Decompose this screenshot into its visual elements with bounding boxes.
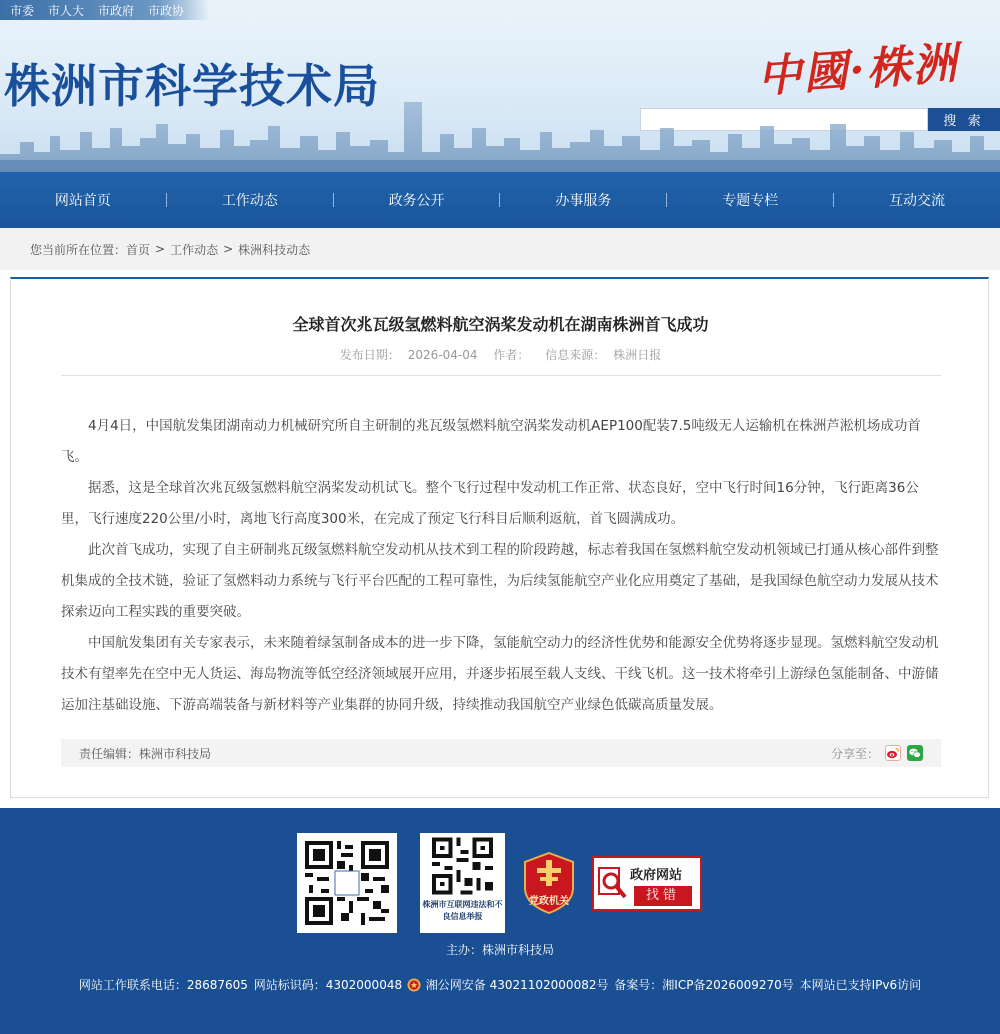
editor-label: 责任编辑： bbox=[79, 746, 140, 761]
article-meta bbox=[11, 346, 990, 363]
meta-date-value: 2026-04-04 bbox=[407, 348, 478, 362]
footer-site-id: 网站标识码：4302000048 bbox=[253, 978, 403, 992]
meta-date-label: 发布日期： bbox=[339, 348, 400, 362]
toplink-shirenda[interactable]: 市人大 bbox=[48, 3, 85, 18]
wechat-qr-code bbox=[297, 833, 397, 933]
site-title: 株洲市科学技术局 bbox=[4, 59, 380, 113]
main-nav bbox=[0, 172, 1000, 228]
share-label: 分享至： bbox=[830, 746, 879, 761]
article-paragraph: 中国航发集团有关专家表示，未来随着绿氢制备成本的进一步下降，氢能航空动力的经济性优势和能源安全优势将逐步显现。氢燃料航空发动机技术有望率先在空中无人货运、海岛物流等低空经济领域展开应用，并逐步拓展至载人支线、干线飞机。这一技术将牵引上游绿色氢能制备、中游储运加注基础设施、下游高端装备与新材料等产业集群的协同升级，持续推动我国航空产业绿色低碳高质量发展。 bbox=[61, 635, 939, 713]
party-gov-badge[interactable] bbox=[523, 852, 575, 914]
meta-author-label: 作者： bbox=[493, 348, 530, 362]
footer-icp-record[interactable]: 备案号：湘ICP备2026009270号 bbox=[614, 978, 794, 992]
footer-info-line bbox=[0, 976, 1000, 993]
qr-code-icon bbox=[420, 833, 505, 899]
site-header bbox=[0, 0, 1000, 172]
breadcrumb-separator: > bbox=[223, 242, 234, 256]
nav-home[interactable]: 网站首页 bbox=[54, 193, 111, 209]
footer-ipv6: 本网站已支持IPv6访问 bbox=[799, 978, 922, 992]
share-group bbox=[831, 745, 923, 762]
footer-police-record[interactable]: 湘公网安备 43021102000082号 bbox=[425, 978, 609, 992]
calligraphy-logo: 中國·株洲 bbox=[755, 38, 960, 103]
breadcrumb bbox=[0, 228, 1000, 270]
breadcrumb-separator: > bbox=[155, 242, 166, 256]
nav-services[interactable]: 办事服务 bbox=[555, 193, 612, 209]
meta-source bbox=[541, 348, 665, 362]
article-paragraph: 4月4日，中国航发集团湖南动力机械研究所自主研制的兆瓦级氢燃料航空涡桨发动机AEP100配装7.5吨级无人运输机在株洲芦淞机场成功首飞。 bbox=[61, 418, 921, 465]
article-paragraph: 据悉，这是全球首次兆瓦级氢燃料航空涡桨发动机试飞。整个飞行过程中发动机工作正常、状态良好，空中飞行时间16分钟，飞行距离36公里，飞行速度220公里/小时，离地飞行高度300米，在完成了预定飞行科目后顺利返航，首飞圆满成功。 bbox=[61, 480, 919, 527]
meta-source-value: 株洲日报 bbox=[613, 348, 662, 362]
sponsor-text: 主办：株洲市科技局 bbox=[445, 943, 554, 957]
magnifier-icon bbox=[598, 867, 628, 901]
breadcrumb-tech-news[interactable]: 株洲科技动态 bbox=[238, 242, 311, 257]
toplink-shizhengfu[interactable]: 市政府 bbox=[98, 3, 135, 18]
error-report-title: 政府网站 bbox=[630, 868, 683, 883]
article-paragraph: 此次首飞成功，实现了自主研制兆瓦级氢燃料航空发动机从技术到工程的阶段跨越，标志着我国在氢燃料航空发动机领域已打通从核心部件到整机集成的全技术链，验证了氢燃料动力系统与飞行平台匹配的工程可靠性，为后续氢能航空产业化应用奠定了基础，是我国绿色航空动力发展从技术探索迈向工程实践的重要突破。 bbox=[61, 542, 939, 620]
city-skyline-graphic bbox=[0, 102, 1000, 172]
breadcrumb-work-news[interactable]: 工作动态 bbox=[170, 242, 219, 257]
report-qr-code bbox=[420, 833, 505, 933]
toplink-shizhengxie[interactable]: 市政协 bbox=[148, 3, 185, 18]
article-title: 全球首次兆瓦级氢燃料航空涡桨发动机在湖南株洲首飞成功 bbox=[292, 315, 709, 334]
police-badge-icon bbox=[407, 978, 421, 992]
weibo-share-icon[interactable] bbox=[885, 745, 901, 761]
breadcrumb-prefix: 您当前所在位置： bbox=[30, 242, 127, 257]
site-footer bbox=[0, 808, 1000, 1034]
footer-phone: 网站工作联系电话：28687605 bbox=[78, 978, 248, 992]
title-divider bbox=[61, 375, 941, 376]
article-body bbox=[61, 411, 941, 721]
error-report-action: 找错 bbox=[634, 886, 692, 906]
breadcrumb-home[interactable]: 首页 bbox=[126, 242, 151, 257]
nav-topics[interactable]: 专题专栏 bbox=[722, 193, 779, 209]
toplink-shiwei[interactable]: 市委 bbox=[10, 3, 35, 18]
editor-value: 株洲市科技局 bbox=[139, 746, 212, 761]
wechat-share-icon[interactable] bbox=[907, 745, 923, 761]
article-footer-bar bbox=[61, 739, 941, 767]
nav-gov-affairs[interactable]: 政务公开 bbox=[388, 193, 445, 209]
nav-interaction[interactable]: 互动交流 bbox=[889, 193, 946, 209]
article-panel bbox=[10, 277, 989, 798]
gov-site-error-report[interactable] bbox=[592, 856, 702, 911]
qr-code-icon bbox=[297, 833, 397, 933]
meta-date bbox=[336, 348, 482, 362]
top-links-bar bbox=[0, 0, 210, 20]
meta-source-label: 信息来源： bbox=[545, 348, 606, 362]
qr-caption: 株洲市互联网违法和不良信息举报 bbox=[422, 900, 503, 921]
party-badge-label: 党政机关 bbox=[529, 896, 569, 907]
nav-work-news[interactable]: 工作动态 bbox=[221, 193, 278, 209]
search-button[interactable]: 搜 索 bbox=[928, 108, 1000, 131]
